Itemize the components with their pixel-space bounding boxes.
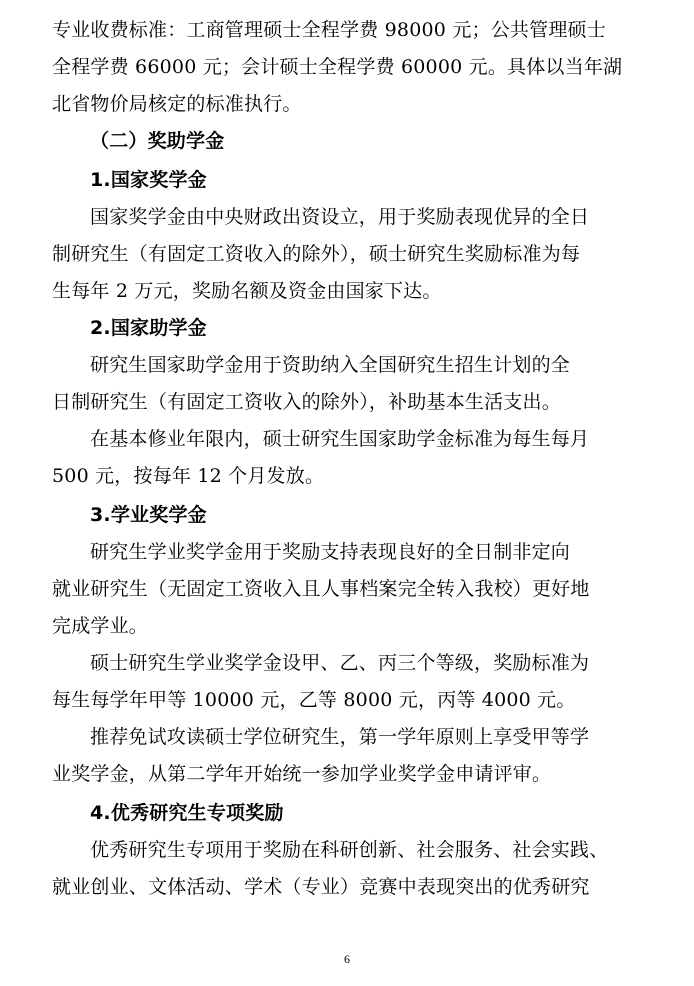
text-line: 优秀研究生专项用于奖励在科研创新、社会服务、社会实践、 xyxy=(90,839,609,861)
text-line: 全程学费 66000 元；会计硕士全程学费 60000 元。具体以当年湖 xyxy=(52,56,623,78)
text-line: 在基本修业年限内，硕士研究生国家助学金标准为每生每月 xyxy=(90,428,590,450)
subsection-heading: 4.优秀研究生专项奖励 xyxy=(90,802,284,824)
text-line: 研究生国家助学金用于资助纳入全国研究生招生计划的全 xyxy=(90,354,571,376)
subsection-heading: 1.国家奖学金 xyxy=(90,169,207,191)
text-line: 北省物价局核定的标准执行。 xyxy=(52,93,302,115)
page-number: 6 xyxy=(344,952,350,966)
text-line: 每生每学年甲等 10000 元，乙等 8000 元，丙等 4000 元。 xyxy=(52,689,576,711)
text-line: 推荐免试攻读硕士学位研究生，第一学年原则上享受甲等学 xyxy=(90,726,590,748)
subsection-heading: 2.国家助学金 xyxy=(90,317,207,339)
text-line: 专业收费标准：工商管理硕士全程学费 98000 元；公共管理硕士 xyxy=(52,19,606,41)
text-line: 制研究生（有固定工资收入的除外），硕士研究生奖励标准为每 xyxy=(52,243,581,265)
text-line: 业奖学金，从第二学年开始统一参加学业奖学金申请评审。 xyxy=(52,763,552,785)
text-line: 日制研究生（有固定工资收入的除外），补助基本生活支出。 xyxy=(52,391,561,413)
text-line: 完成学业。 xyxy=(52,615,149,637)
text-line: 就业研究生（无固定工资收入且人事档案完全转入我校）更好地 xyxy=(52,578,590,600)
text-line: 硕士研究生学业奖学金设甲、乙、丙三个等级，奖励标准为 xyxy=(90,652,590,674)
text-line: 国家奖学金由中央财政出资设立，用于奖励表现优异的全日 xyxy=(90,206,590,228)
subsection-heading: 3.学业奖学金 xyxy=(90,504,207,526)
text-line: 就业创业、文体活动、学术（专业）竞赛中表现突出的优秀研究 xyxy=(52,876,590,898)
section-heading: （二）奖助学金 xyxy=(90,130,225,152)
text-line: 研究生学业奖学金用于奖励支持表现良好的全日制非定向 xyxy=(90,541,571,563)
text-line: 500 元，按每年 12 个月发放。 xyxy=(52,465,325,487)
text-line: 生每年 2 万元，奖励名额及资金由国家下达。 xyxy=(52,280,442,302)
